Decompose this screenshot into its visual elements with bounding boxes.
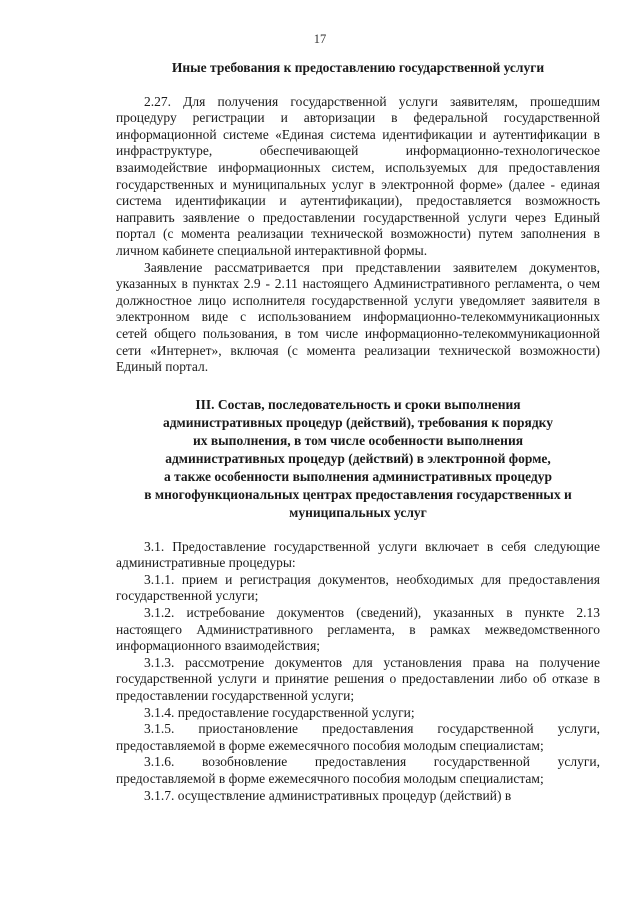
paragraph-application-review: Заявление рассматривается при представлении заявителем документов, указанных в пунктах 2.9 - 2.11 настоящего Административного регламента, о чем должностное лицо исполнителя государственной услуги уведомляет заявителя в электронном виде с использованием информационно-телекоммуникационных сетей общего пользования, в том числе информационно-телекоммуникационной сети «Интернет», включая (с момента реализации технической возможности) Единый портал. <box>116 259 600 375</box>
chapter-heading-line: административных процедур (действий), требования к порядку <box>162 414 554 430</box>
paragraph-3-1-2: 3.1.2. истребование документов (сведений), указанных в пункте 2.13 настоящего Административного регламента, в рамках межведомственного информационного взаимодействия; <box>116 605 600 654</box>
chapter-heading <box>116 396 600 522</box>
paragraph-3-1: 3.1. Предоставление государственной услуги включает в себя следующие административные процедуры: <box>116 538 600 571</box>
paragraph-3-1-4: 3.1.4. предоставление государственной услуги; <box>144 704 415 720</box>
paragraph-3-1-5: 3.1.5. приостановление предоставления государственной услуги, предоставляемой в форме ежемесячного пособия молодым специалистам; <box>116 721 600 753</box>
paragraph-3-1-6: 3.1.6. возобновление предоставления государственной услуги, предоставляемой в форме ежемесячного пособия молодым специалистам; <box>116 754 600 786</box>
page-content <box>116 60 600 804</box>
paragraph-3-1-3: 3.1.3. рассмотрение документов для установления права на получение государственной услуги и принятие решения о предоставлении либо об отказе в предоставлении государственной услуги; <box>116 654 600 704</box>
page-number: 17 <box>313 32 327 46</box>
chapter-heading-line: в многофункциональных центрах предоставления государственных и <box>144 486 572 502</box>
chapter-heading-line: а также особенности выполнения административных процедур <box>164 468 552 484</box>
chapter-heading-line: муниципальных услуг <box>289 504 427 520</box>
paragraph-3-1-1: 3.1.1. прием и регистрация документов, необходимых для предоставления государственной услуги; <box>116 571 600 604</box>
chapter-heading-line: административных процедур (действий) в электронной форме, <box>165 450 551 466</box>
chapter-heading-line: их выполнения, в том числе особенности выполнения <box>192 432 524 448</box>
section-title: Иные требования к предоставлению государственной услуги <box>171 60 545 75</box>
chapter-heading-line: III. Состав, последовательность и сроки выполнения <box>195 396 521 412</box>
paragraph-3-1-7: 3.1.7. осуществление административных процедур (действий) в <box>144 787 512 803</box>
paragraph-2-27: 2.27. Для получения государственной услуги заявителям, прошедшим процедуру регистрации и авторизации в федеральной государственной информационной системе «Единая система идентификации и аутентификации в инфраструктуре, обеспечивающей информационно-технологическое взаимодействие информационных систем, используемых для предоставления государственных и муниципальных услуг в электронной форме» (далее - единая система идентификации и аутентификации), предоставляется возможность направить заявление о предоставлении государственной услуги через Единый портал (с момента реализации технической возможности) путем заполнения в личном кабинете специальной интерактивной формы. <box>116 93 600 258</box>
